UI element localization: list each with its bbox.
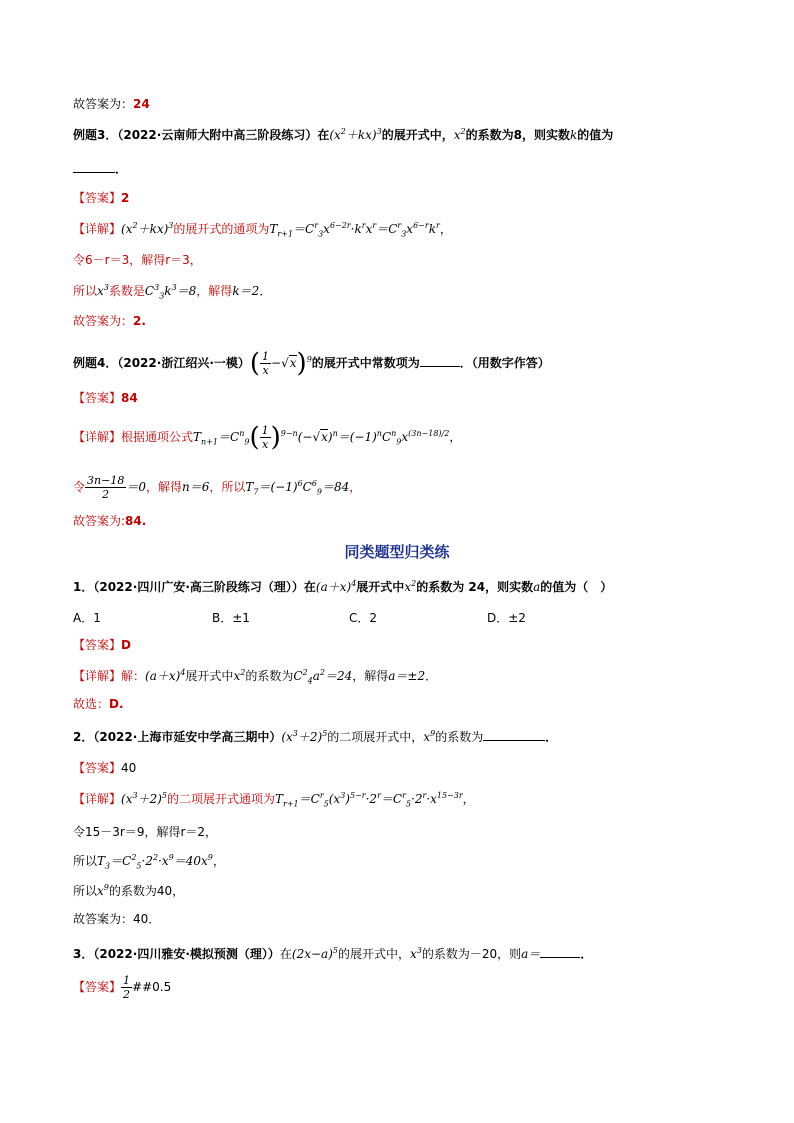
q2-general-term: $T_{r+1}=C^r_5(x^3)^{5-r}\cdot 2^r=C^r_5\cdot 2^r\cdot x^{15-3r}$ [275, 791, 463, 809]
q2-final-answer: 故答案为：40． [73, 912, 161, 926]
ex2-final-answer: 故答案为：24 [73, 97, 150, 111]
ex4-step: 令 $\frac{3n-18}{2}$ ＝0，解得n＝6，所以$T_7=(-1)^6C^6_9=84$， [73, 474, 362, 501]
q3-answer: 【答案】 $\frac{1}{2}$ ##0.5 [73, 974, 172, 1001]
section-title: 同类题型归类练 [344, 543, 450, 561]
answer-blank [420, 354, 460, 367]
ex4-answer: 【答案】84 [73, 391, 138, 405]
ex4-detail: 【详解】根据通项公式$T_{n+1}=C^n_9$( $\frac{1}{x}$ )$^{9-n}(-√x)^n=(-1)^nC^n_9x^{(3n-18)/2}$， [73, 422, 462, 453]
answer-blank [73, 160, 115, 173]
ex3-step1: 令6－r＝3，解得r＝3， [73, 253, 202, 267]
q2-detail: 【详解】$(x^3+2)^5$的二项展开式通项为$T_{r+1}=C^r_5(x^3)^{5-r}\cdot 2^r=C^r_5\cdot 2^r\cdot x^{15-3r}$， [73, 791, 475, 809]
q2-step3: 所以$x^9$的系数为40， [73, 883, 185, 898]
q1-options [73, 609, 713, 625]
q2-answer: 【答案】40 [73, 761, 137, 775]
answer-blank [540, 945, 580, 958]
q3-question: 3．（2022·四川雅安·模拟预测（理））在$(2x-a)^5$的展开式中，$x^3$的系数为－20，则a＝ ． [73, 946, 593, 961]
option-c[interactable]: C．2 [349, 611, 378, 625]
ex4-question: 例题4．（2022·浙江绍兴·一模）( $\frac{1}{x}$ −√x)$^9$的展开式中常数项为 ．（用数字作答） [73, 348, 550, 379]
option-a[interactable]: A．1 [73, 611, 101, 625]
ex3-general-term: $T_{r+1}=C^r_3x^{6-2r}\cdot k^rx^r=C^r_3x^{6-r}k^r$ [269, 221, 440, 239]
q1-question: 1．（2022·四川广安·高三阶段练习（理））在$(a+x)^4$展开式中$x^2$的系数为 24，则实数a的值为（ ） [73, 579, 613, 594]
ex3-step2: 所以$x^3$系数是$C^3_3k^3=8$，解得k＝2． [73, 283, 272, 301]
q1-final-answer: 故选：D. [73, 697, 124, 711]
ex3-question: 例题3．（2022·云南师大附中高三阶段练习）在$(x^2+kx)^3$的展开式中，$x^2$的系数为8，则实数k的值为 [73, 127, 614, 142]
ex3-expression: $(x^2+kx)^3$ [329, 127, 382, 142]
q1-answer: 【答案】D [73, 638, 131, 652]
q3-answer-fraction: $\frac{1}{2}$ [123, 974, 131, 1001]
ex3-final-answer: 故答案为：2. [73, 314, 146, 328]
ex3-detail: 【详解】$(x^2+kx)^3$的展开式的通项为$T_{r+1}=C^r_3x^{6-2r}\cdot k^rx^r=C^r_3x^{6-r}k^r$， [73, 221, 452, 239]
option-b[interactable]: B．±1 [212, 611, 250, 625]
q2-step2: 所以$T_3=C^2_5\cdot 2^2\cdot x^9=40x^9$， [73, 853, 225, 871]
ex4-general-term: $T_{n+1}=C^n_9$ [193, 429, 250, 447]
ex3-blank-line: ． [73, 160, 127, 177]
ex3-answer: 【答案】2 [73, 191, 130, 205]
option-d[interactable]: D．±2 [487, 611, 526, 625]
q1-detail: 【详解】解：$(a+x)^4$展开式中$x^2$的系数为$C^2_4a^2=24$，解得a＝±2． [73, 668, 438, 686]
q2-question: 2．（2022·上海市延安中学高三期中）$(x^3+2)^5$的二项展开式中，$x^9$的系数为 ． [73, 729, 558, 744]
ex4-final-answer: 故答案为:84. [73, 514, 147, 528]
answer-blank [483, 728, 545, 741]
q2-step1: 令15－3r＝9，解得r＝2， [73, 825, 218, 839]
